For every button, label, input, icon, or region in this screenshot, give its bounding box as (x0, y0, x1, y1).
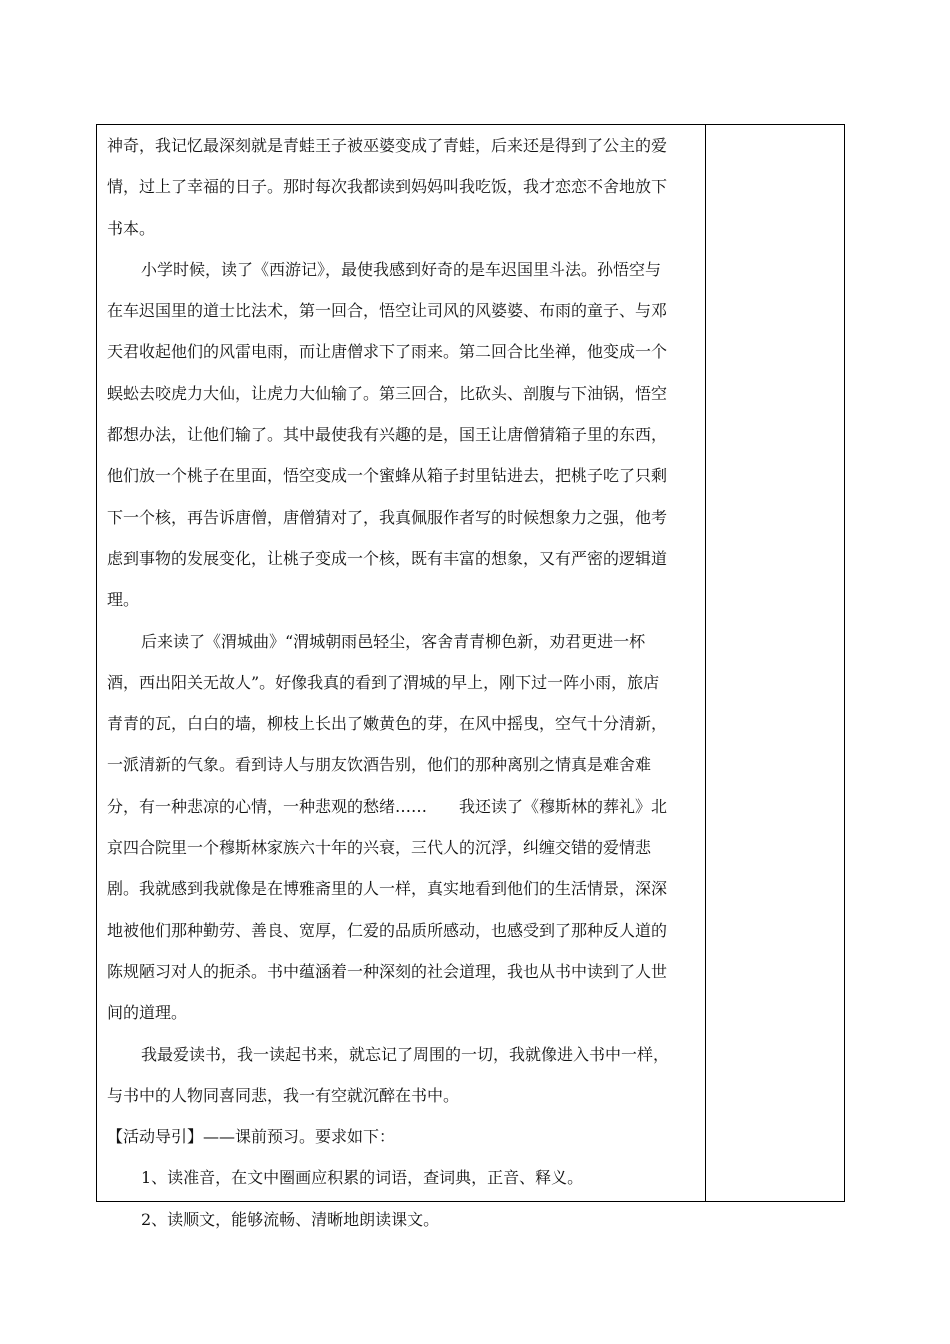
text-line: 后来读了《渭城曲》“渭城朝雨邑轻尘，客舍青青柳色新，劝君更进一杯 (141, 631, 646, 651)
paragraph-3 (107, 621, 699, 1034)
paragraph-2 (107, 249, 699, 621)
text-line: 间的道理。 (107, 1003, 188, 1023)
text-line: 虑到事物的发展变化，让桃子变成一个核，既有丰富的想象，又有严密的逻辑道 (107, 548, 668, 568)
text-line: 青青的瓦，白白的墙，柳枝上长出了嫩黄色的芽，在风中摇曳，空气十分清新， (107, 714, 668, 734)
text-line: 书本。 (107, 218, 156, 238)
text-line: 剧。我就感到我就像是在博雅斋里的人一样，真实地看到他们的生活情景，深深 (107, 879, 668, 899)
text-line: 理。 (107, 590, 140, 610)
text-line: 蜈蚣去咬虎力大仙，让虎力大仙输了。第三回合，比砍头、剖腹与下油锅，悟空 (107, 383, 668, 403)
text-line: 小学时候，读了《西游记》，最使我感到好奇的是车迟国里斗法。孙悟空与 (141, 259, 662, 279)
notes-column (707, 125, 844, 1201)
text-column (107, 125, 699, 1240)
text-line: 神奇，我记忆最深刻就是青蛙王子被巫婆变成了青蛙，后来还是得到了公主的爱 (107, 136, 668, 155)
text-line: 他们放一个桃子在里面，悟空变成一个蜜蜂从箱子封里钻进去，把桃子吃了只剩 (107, 466, 668, 486)
text-line: 陈规陋习对人的扼杀。书中蕴涵着一种深刻的社会道理，我也从书中读到了人世 (107, 961, 668, 981)
text-line: 我最爱读书，我一读起书来，就忘记了周围的一切，我就像进入书中一样， (141, 1044, 670, 1064)
column-divider (705, 125, 706, 1201)
text-line: 在车迟国里的道士比法术，第一回合，悟空让司风的风婆婆、布雨的童子、与邓 (107, 301, 668, 321)
activity-item: 2、读顺文，能够流畅、清晰地朗读课文。 (141, 1209, 440, 1229)
text-line: 与书中的人物同喜同悲，我一有空就沉醉在书中。 (107, 1085, 460, 1105)
activity-section (107, 1116, 699, 1240)
text-line: 下一个核，再告诉唐僧，唐僧猜对了，我真佩服作者写的时候想象力之强，他考 (107, 507, 668, 527)
text-line: 情，过上了幸福的日子。那时每次我都读到妈妈叫我吃饭，我才恋恋不舍地放下 (107, 177, 668, 197)
paragraph-4 (107, 1034, 699, 1117)
text-line: 一派清新的气象。看到诗人与朋友饮酒告别，他们的那种离别之情真是难舍难 (107, 755, 652, 775)
text-line: 京四合院里一个穆斯林家族六十年的兴衰，三代人的沉浮，纠缠交错的爱情悲 (107, 838, 652, 858)
text-line: 地被他们那种勤劳、善良、宽厚，仁爱的品质所感动，也感受到了那种反人道的 (107, 920, 668, 940)
activity-heading: 【活动导引】——课前预习。要求如下： (107, 1127, 396, 1147)
lesson-table (96, 124, 845, 1229)
text-line: 酒，西出阳关无故人”。好像我真的看到了渭城的早上，刚下过一阵小雨，旅店 (107, 672, 660, 692)
paragraph-1 (107, 125, 699, 249)
text-line: 都想办法，让他们输了。其中最使我有兴趣的是，国王让唐僧猜箱子里的东西， (107, 425, 668, 445)
text-line: 天君收起他们的风雷电雨，而让唐僧求下了雨来。第二回合比坐禅，他变成一个 (107, 342, 668, 362)
text-line: 分，有一种悲凉的心情，一种悲观的愁绪…… 我还读了《穆斯林的葬礼》北 (107, 796, 668, 816)
activity-item: 1、读准音，在文中圈画应积累的词语，查词典，正音、释义。 (141, 1168, 584, 1188)
